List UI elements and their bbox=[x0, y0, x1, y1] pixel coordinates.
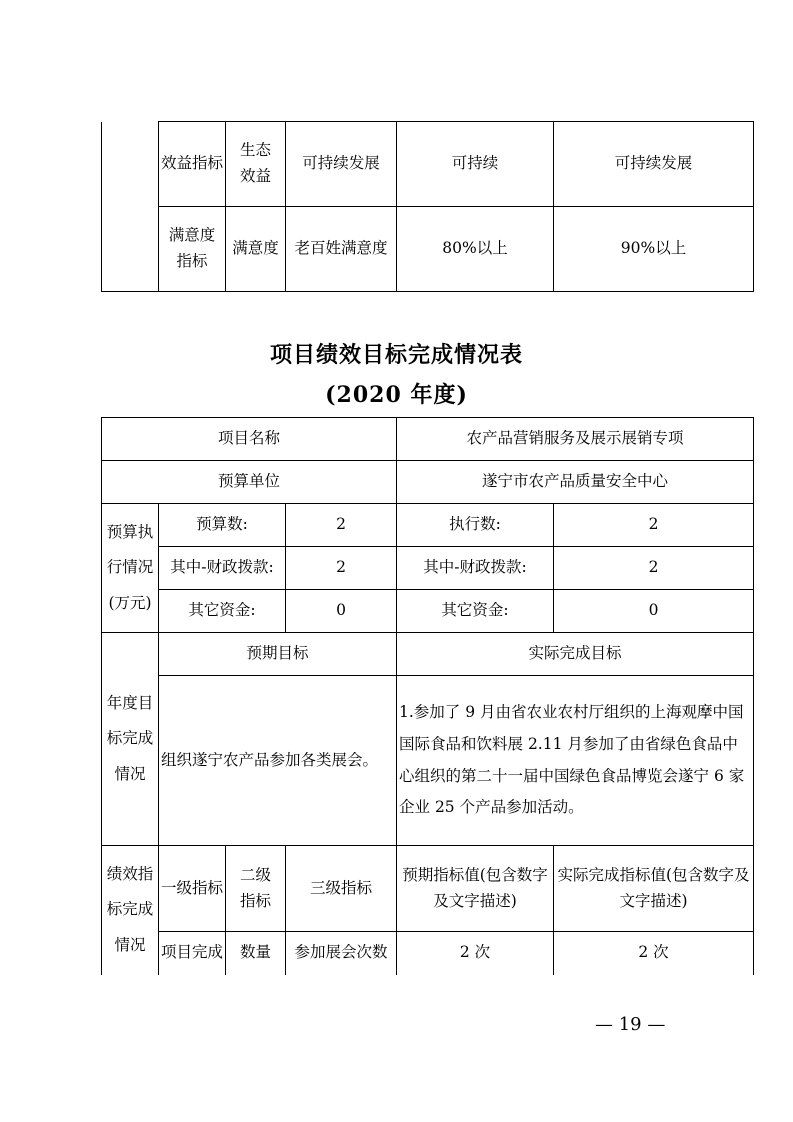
project-name-label: 项目名称 bbox=[102, 418, 397, 461]
perf-actual: 2 次 bbox=[554, 932, 754, 975]
perf-label: 绩效指 标完成 情况 bbox=[102, 846, 159, 975]
exec-value: 0 bbox=[554, 590, 754, 633]
indicator-level1: 满意度 指标 bbox=[159, 207, 226, 292]
budget-label: 其它资金: bbox=[159, 590, 286, 633]
project-name-value: 农产品营销服务及展示展销专项 bbox=[397, 418, 754, 461]
indicator-level2: 生态 效益 bbox=[226, 122, 286, 207]
budget-value: 2 bbox=[286, 504, 397, 547]
indicator-table-continued bbox=[101, 121, 754, 292]
indicator-level3: 老百姓满意度 bbox=[286, 207, 397, 292]
expected-value: 80%以上 bbox=[397, 207, 554, 292]
table-row bbox=[102, 461, 754, 504]
perf-level1: 项目完成 bbox=[159, 932, 226, 975]
exec-value: 2 bbox=[554, 504, 754, 547]
budget-label: 预算数: bbox=[159, 504, 286, 547]
actual-goal-header: 实际完成目标 bbox=[397, 633, 754, 676]
table-row bbox=[102, 590, 754, 633]
table-row bbox=[102, 932, 754, 975]
actual-goal-text: 1.参加了 9 月由省农业农村厅组织的上海观摩中国国际食品和饮料展 2.11 月参加了由省绿色食品中心组织的第二十一届中国绿色食品博览会遂宁 6 家企业 25 个产品参加活动。 bbox=[397, 676, 754, 846]
indicator-level3: 可持续发展 bbox=[286, 122, 397, 207]
budget-value: 0 bbox=[286, 590, 397, 633]
actual-value: 可持续发展 bbox=[554, 122, 754, 207]
page-title: 项目绩效目标完成情况表 bbox=[269, 342, 523, 368]
budget-unit-label: 预算单位 bbox=[102, 461, 397, 504]
table-row bbox=[102, 504, 754, 547]
table-row bbox=[102, 846, 754, 932]
table-row bbox=[102, 207, 754, 292]
perf-header-expected: 预期指标值(包含数字 及文字描述) bbox=[397, 846, 554, 932]
exec-label: 其中-财政拨款: bbox=[397, 547, 554, 590]
perf-expected: 2 次 bbox=[397, 932, 554, 975]
expected-value: 可持续 bbox=[397, 122, 554, 207]
expected-goal-header: 预期目标 bbox=[159, 633, 397, 676]
exec-value: 2 bbox=[554, 547, 754, 590]
page-subtitle: (2020 年度) bbox=[325, 382, 468, 408]
perf-header-level1: 一级指标 bbox=[159, 846, 226, 932]
table-row bbox=[102, 676, 754, 846]
indicator-level1: 效益指标 bbox=[159, 122, 226, 207]
page-number: — 19 — bbox=[595, 1014, 666, 1035]
perf-level3: 参加展会次数 bbox=[286, 932, 397, 975]
table-row bbox=[102, 633, 754, 676]
table-row bbox=[102, 418, 754, 461]
perf-header-level3: 三级指标 bbox=[286, 846, 397, 932]
budget-exec-label: 预算执 行情况 (万元) bbox=[102, 504, 159, 633]
exec-label: 其它资金: bbox=[397, 590, 554, 633]
actual-value: 90%以上 bbox=[554, 207, 754, 292]
annual-goal-label: 年度目 标完成 情况 bbox=[102, 633, 159, 846]
budget-label: 其中-财政拨款: bbox=[159, 547, 286, 590]
table-row bbox=[102, 547, 754, 590]
table-row bbox=[102, 122, 754, 207]
indicator-level2: 满意度 bbox=[226, 207, 286, 292]
merged-category-cell bbox=[102, 122, 159, 292]
exec-label: 执行数: bbox=[397, 504, 554, 547]
expected-goal-text: 组织遂宁农产品参加各类展会。 bbox=[159, 676, 397, 846]
perf-header-level2: 二级 指标 bbox=[226, 846, 286, 932]
budget-unit-value: 遂宁市农产品质量安全中心 bbox=[397, 461, 754, 504]
perf-header-actual: 实际完成指标值(包含数字及 文字描述) bbox=[554, 846, 754, 932]
performance-table bbox=[101, 417, 754, 975]
perf-level2: 数量 bbox=[226, 932, 286, 975]
budget-value: 2 bbox=[286, 547, 397, 590]
